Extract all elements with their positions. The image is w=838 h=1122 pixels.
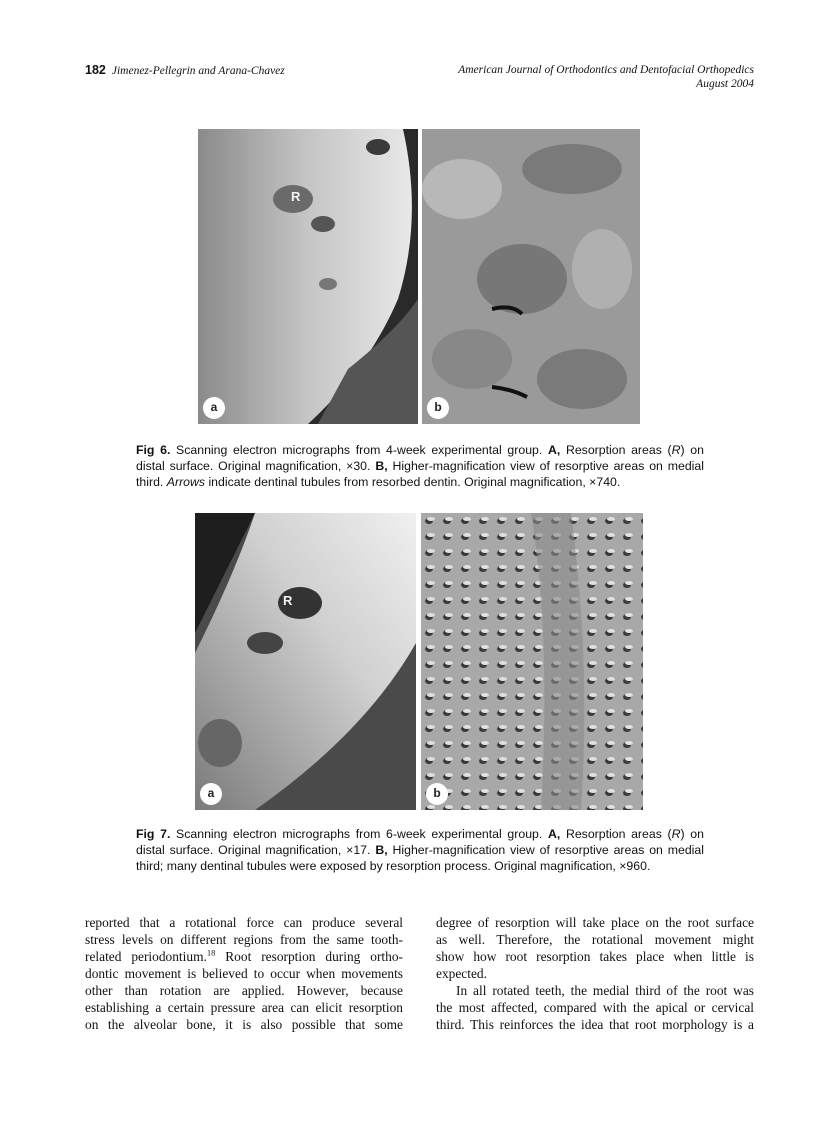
caption-text: ) on distal surface. Original magnification, ×30.: [136, 443, 704, 473]
body-line: show how root resorption takes place when little is: [436, 949, 754, 964]
citation-reference: 18: [206, 947, 216, 958]
fig7-label: Fig 7.: [136, 827, 171, 841]
fig7-region-label: R: [283, 593, 293, 608]
body-line: dontic movement is believed to occur when movements: [85, 966, 403, 981]
fig7-panel-a-micrograph: [195, 513, 416, 810]
body-column-right: [436, 914, 754, 1033]
fig7-panel-b-micrograph: [421, 513, 643, 810]
authors: Jimenez-Pellegrin and Arana-Chavez: [111, 65, 285, 77]
caption-r: R: [671, 827, 681, 841]
fig6-panel-a-micrograph: [198, 129, 418, 424]
caption-text: Resorption areas (: [560, 443, 672, 457]
body-line: reported that a rotational force can produce several: [85, 915, 403, 930]
body-line: other than rotation are applied. However, because: [85, 983, 403, 998]
body-line: [85, 948, 403, 965]
fig6-panel-b-badge: b: [427, 397, 449, 419]
caption-text: Resorption areas (: [560, 827, 672, 841]
body-line: third. This reinforces the idea that root morphology is a: [436, 1017, 754, 1032]
body-column-left: [85, 914, 403, 1033]
caption-text: Scanning electron micrographs from 4-week experimental group.: [170, 443, 548, 457]
caption-b: B,: [375, 459, 388, 473]
fig6-caption: [136, 442, 704, 490]
fig6-region-label: R: [291, 189, 301, 204]
fig7-panel-a-badge: a: [200, 783, 222, 805]
body-line: degree of resorption will take place on the root surface: [436, 915, 754, 930]
page-number: 182: [85, 63, 106, 77]
running-header-right: [458, 63, 754, 91]
body-line: on the alveolar bone, it is also possible that some: [85, 1017, 403, 1032]
caption-text: ) on distal surface. Original magnification, ×17.: [136, 827, 704, 857]
caption-a: A,: [547, 827, 561, 841]
fig6-panel-b-micrograph: [422, 129, 640, 424]
caption-arrows: Arrows: [166, 475, 206, 489]
issue-date: August 2004: [696, 78, 754, 90]
body-text: Root resorption during ortho-: [215, 949, 403, 964]
journal-name: American Journal of Orthodontics and Dentofacial Orthopedics: [458, 64, 754, 76]
caption-text: Higher-magnification view of resorptive areas on medial third.: [136, 459, 704, 489]
caption-a: A,: [547, 443, 561, 457]
body-text: related periodontium.: [85, 949, 207, 964]
body-line: expected.: [436, 966, 487, 981]
body-line: In all rotated teeth, the medial third of the root was: [456, 983, 754, 998]
body-line: stress levels on different regions from the same tooth-: [85, 932, 403, 947]
fig6-label: Fig 6.: [136, 443, 171, 457]
caption-text: Scanning electron micrographs from 6-week experimental group.: [170, 827, 548, 841]
body-line: the most affected, compared with the apical or cervical: [436, 1000, 754, 1015]
fig7-panel-b-badge: b: [426, 783, 448, 805]
caption-b: B,: [375, 843, 388, 857]
fig7-caption: [136, 826, 704, 874]
body-line: establishing a certain pressure area can elicit resorption: [85, 1000, 403, 1015]
running-header-left: [85, 63, 285, 78]
caption-text: Higher-magnification view of resorptive areas on medial third; many dentinal tubules were exposed by resorption process. Original magnification, ×960.: [136, 843, 704, 873]
caption-text: indicate dentinal tubules from resorbed dentin. Original magnification, ×740.: [205, 475, 621, 489]
fig6-panel-a-badge: a: [203, 397, 225, 419]
caption-r: R: [671, 443, 681, 457]
body-line: as well. Therefore, the rotational movement might: [436, 932, 754, 947]
